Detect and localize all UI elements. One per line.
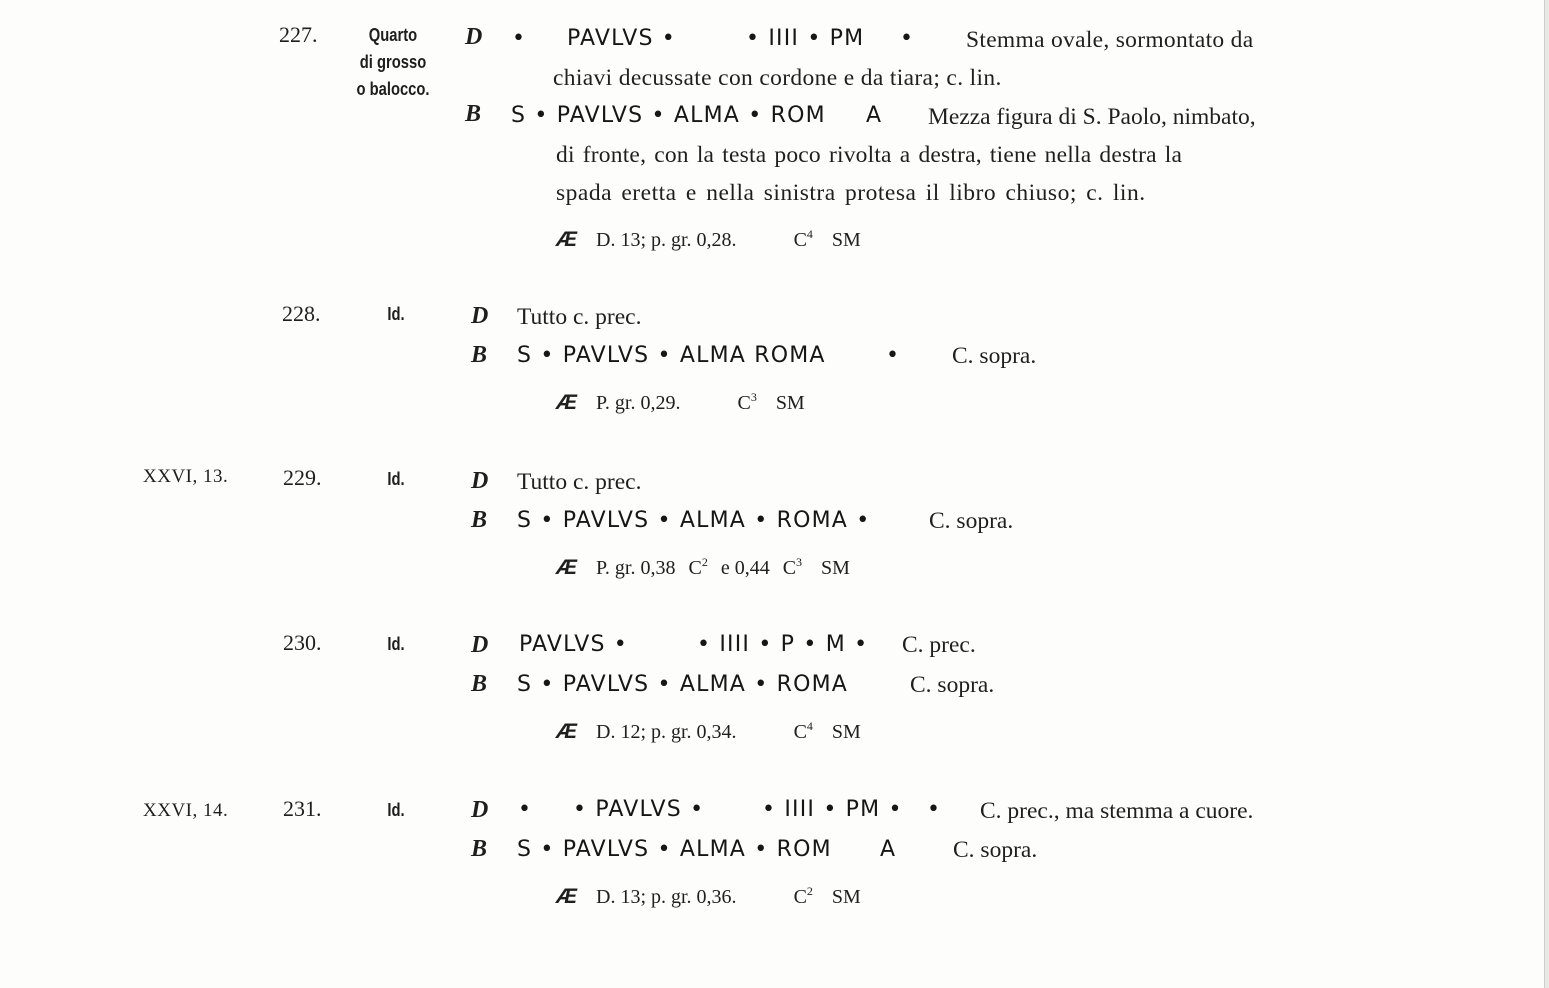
coin-metadata	[556, 390, 805, 415]
rarity: $C^4$	[793, 719, 813, 743]
reverse-legend-part: A	[880, 837, 897, 862]
obverse-legend-part: •	[927, 797, 942, 822]
reverse-legend-part: A	[866, 103, 883, 128]
rarity-secondary: $C^3$	[782, 555, 803, 579]
reverse-description: C. sopra.	[952, 343, 1037, 369]
denomination: Id.	[387, 800, 405, 820]
coin-details: D. 13; p. gr. 0,28.	[596, 229, 737, 251]
obverse-description: C. prec.	[902, 632, 976, 658]
coin-details: P. gr. 0,29.	[596, 392, 681, 414]
denomination: Id.	[387, 634, 405, 654]
reverse-description: spada eretta e nella sinistra protesa il libro chiuso; c. lin.	[556, 180, 1146, 206]
rarity: $C^2$	[793, 884, 813, 908]
collection: SM	[775, 392, 805, 414]
entry-number: 229.	[283, 465, 322, 490]
plate-reference: XXVI, 14.	[143, 800, 229, 821]
obverse-siglum: D	[471, 468, 489, 494]
reverse-siglum: B	[465, 101, 482, 127]
reverse-siglum: B	[471, 836, 488, 862]
reverse-description: C. sopra.	[953, 837, 1038, 863]
denomination: Id.	[387, 469, 405, 489]
page-edge	[1544, 0, 1549, 988]
obverse-legend-part: •	[512, 26, 527, 51]
obverse-siglum: D	[471, 303, 489, 329]
obverse-legend-part: • IIII • P • M •	[697, 632, 869, 657]
denomination-line: o balocco.	[356, 79, 430, 99]
coin-metadata	[556, 719, 861, 744]
obverse-siglum: D	[465, 24, 483, 50]
reverse-siglum: B	[471, 507, 488, 533]
collection: SM	[821, 557, 850, 579]
entry-number: 230.	[283, 630, 322, 655]
denomination-line: di grosso	[359, 52, 427, 72]
obverse-description: chiavi decussate con cordone e da tiara; c. lin.	[553, 65, 1002, 91]
reverse-legend-part: S • PAVLVS • ALMA • ROM	[517, 837, 832, 862]
obverse-legend-part: PAVLVS •	[519, 632, 628, 657]
coin-metadata	[556, 227, 861, 252]
reverse-description: di fronte, con la testa poco rivolta a destra, tiene nella destra la	[556, 142, 1183, 168]
obverse-legend-part: PAVLVS •	[567, 26, 676, 51]
entry-number: 227.	[279, 22, 318, 47]
metal-symbol: Æ	[556, 391, 577, 414]
metal-symbol: Æ	[556, 720, 577, 743]
rarity: $C^4$	[793, 227, 813, 251]
coin-details-secondary: e 0,44	[720, 557, 770, 579]
reverse-legend-part: S • PAVLVS • ALMA • ROMA	[517, 672, 849, 697]
metal-symbol: Æ	[556, 885, 577, 908]
entry-number: 228.	[282, 301, 321, 326]
coin-details: P. gr. 0,38	[596, 557, 676, 579]
obverse-description: Stemma ovale, sormontato da	[966, 27, 1254, 53]
obverse-siglum: D	[471, 797, 489, 823]
reverse-siglum: B	[471, 342, 488, 368]
coin-details: D. 12; p. gr. 0,34.	[596, 721, 737, 743]
reverse-siglum: B	[471, 671, 488, 697]
denomination-line: Quarto	[368, 25, 418, 45]
obverse-legend-part: • PAVLVS •	[573, 797, 705, 822]
collection: SM	[831, 721, 861, 743]
obverse-description: Tutto c. prec.	[517, 469, 642, 495]
coin-details: D. 13; p. gr. 0,36.	[596, 886, 737, 908]
rarity: $C^3$	[737, 390, 757, 414]
reverse-description: C. sopra.	[929, 508, 1014, 534]
entry-number: 231.	[283, 796, 322, 821]
obverse-legend-part: • IIII • PM	[746, 26, 865, 51]
obverse-legend-part: •	[518, 797, 533, 822]
obverse-description: Tutto c. prec.	[517, 304, 642, 330]
metal-symbol: Æ	[556, 228, 577, 251]
obverse-description: C. prec., ma stemma a cuore.	[980, 798, 1254, 824]
obverse-legend-part: • IIII • PM •	[762, 797, 903, 822]
collection: SM	[831, 886, 861, 908]
reverse-legend-part: •	[886, 343, 901, 368]
coin-metadata	[556, 555, 850, 580]
collection: SM	[831, 229, 861, 251]
obverse-legend-part: •	[900, 26, 915, 51]
reverse-legend-part: S • PAVLVS • ALMA • ROMA •	[517, 508, 871, 533]
reverse-legend-part: S • PAVLVS • ALMA • ROM	[511, 103, 826, 128]
reverse-description: C. sopra.	[910, 672, 995, 698]
denomination	[346, 22, 439, 103]
metal-symbol: Æ	[556, 556, 577, 579]
rarity: $C^2$	[688, 555, 708, 579]
coin-metadata	[556, 884, 861, 909]
reverse-description: Mezza figura di S. Paolo, nimbato,	[928, 104, 1256, 130]
obverse-siglum: D	[471, 632, 489, 658]
reverse-legend-part: S • PAVLVS • ALMA ROMA	[517, 343, 826, 368]
plate-reference: XXVI, 13.	[143, 466, 229, 487]
denomination: Id.	[387, 304, 405, 324]
